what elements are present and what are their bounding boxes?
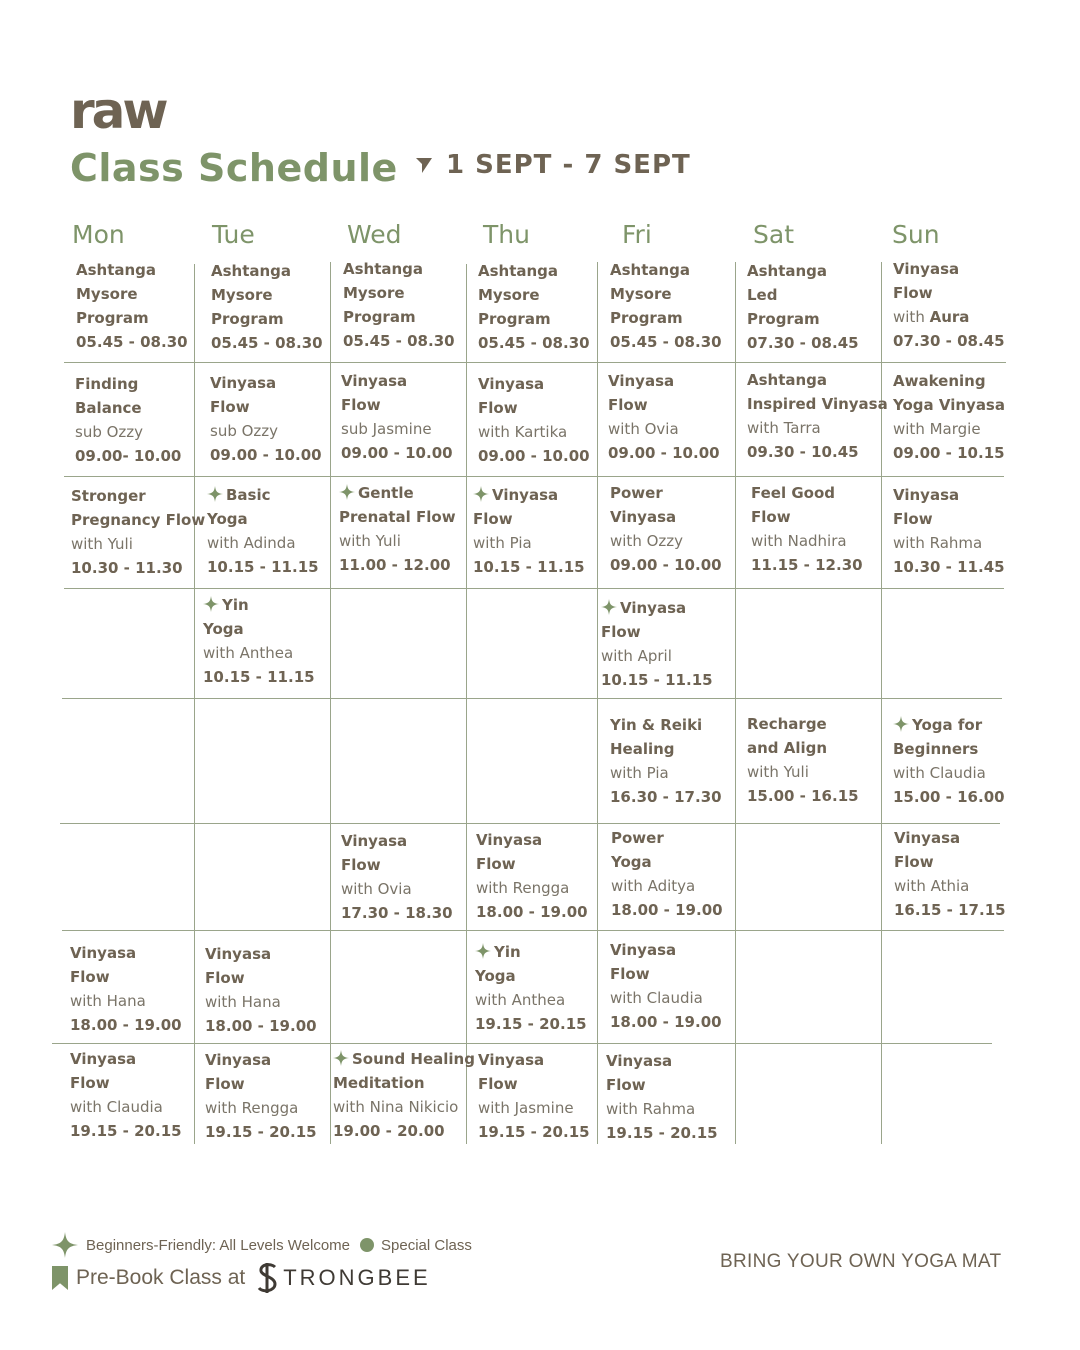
class-name: Healing — [610, 740, 675, 758]
page-title: Class Schedule — [70, 146, 398, 190]
class-name: Vinyasa — [341, 372, 408, 390]
class-cell — [333, 1047, 475, 1143]
class-time: 09.00 - 10.00 — [341, 444, 453, 462]
class-name: Flow — [473, 510, 513, 528]
class-time: 09.00 - 10.00 — [478, 447, 590, 465]
class-instructor: with Tarra — [747, 419, 821, 437]
class-time: 19.15 - 20.15 — [475, 1015, 587, 1033]
sparkle-icon — [203, 596, 219, 612]
class-cell — [606, 1049, 718, 1145]
class-name: Flow — [893, 510, 933, 528]
class-name: Power — [611, 829, 664, 847]
class-time: 15.00 - 16.15 — [747, 787, 859, 805]
class-instructor: with Claudia — [70, 1098, 163, 1116]
class-time: 10.15 - 11.15 — [207, 558, 319, 576]
arrow-icon — [414, 155, 434, 175]
class-name: Mysore — [76, 285, 138, 303]
class-name: Ashtanga — [610, 261, 691, 279]
class-name: Ashtanga — [478, 262, 559, 280]
class-name: Ashtanga — [343, 260, 424, 278]
class-name: Ashtanga — [76, 261, 157, 279]
class-name: Mysore — [610, 285, 672, 303]
class-name: Gentle — [339, 481, 456, 505]
class-cell — [203, 593, 315, 689]
class-instructor: sub Ozzy — [75, 423, 144, 441]
class-name: Vinyasa — [606, 1052, 673, 1070]
class-time: 11.00 - 12.00 — [339, 556, 451, 574]
class-name: Flow — [610, 965, 650, 983]
class-instructor: with Ozzy — [610, 532, 684, 550]
class-name: Inspired Vinyasa — [747, 395, 888, 413]
day-mon: Mon — [72, 220, 125, 249]
sparkle-icon — [475, 943, 491, 959]
class-name: Yin — [203, 593, 315, 617]
class-time: 05.45 - 08.30 — [211, 334, 323, 352]
class-cell — [76, 258, 188, 354]
class-instructor: with Anthea — [203, 644, 294, 662]
class-time: 19.15 - 20.15 — [606, 1124, 718, 1142]
class-instructor: with Nina Nikicio — [333, 1098, 459, 1116]
strongbee-s-icon — [255, 1262, 281, 1294]
footer-note: BRING YOUR OWN YOGA MAT — [720, 1251, 1002, 1272]
class-cell — [751, 481, 863, 577]
class-cell — [70, 1047, 182, 1143]
strongbee-logo[interactable] — [255, 1262, 430, 1294]
class-time: 09.00 - 10.15 — [893, 444, 1005, 462]
class-cell — [610, 713, 722, 809]
class-name: and Align — [747, 739, 828, 757]
class-cell — [747, 259, 859, 355]
class-instructor: with Athia — [894, 877, 970, 895]
class-instructor: with Nadhira — [751, 532, 847, 550]
class-cell — [893, 713, 1005, 809]
class-name: Flow — [476, 855, 516, 873]
class-cell — [747, 368, 888, 464]
sparkle-icon — [601, 599, 617, 615]
class-time: 11.15 - 12.30 — [751, 556, 863, 574]
class-instructor: with Rengga — [476, 879, 570, 897]
class-time: 09.30 - 10.45 — [747, 443, 859, 461]
class-name: Yoga — [475, 967, 516, 985]
class-name: Ashtanga — [747, 371, 828, 389]
class-name: Vinyasa — [205, 1051, 272, 1069]
class-instructor: with Aura — [893, 308, 970, 326]
prebook — [52, 1262, 431, 1294]
class-name: Finding — [75, 375, 139, 393]
class-name: Flow — [893, 284, 933, 302]
class-cell — [610, 481, 722, 577]
class-cell — [71, 484, 205, 580]
class-name: Yoga Vinyasa — [893, 396, 1005, 414]
class-name: Program — [610, 309, 683, 327]
class-time: 05.45 - 08.30 — [343, 332, 455, 350]
class-name: Program — [478, 310, 551, 328]
class-time: 19.00 - 20.00 — [333, 1122, 445, 1140]
class-name: Vinyasa — [476, 831, 543, 849]
day-tue: Tue — [212, 220, 255, 249]
class-cell — [610, 258, 722, 354]
class-time: 09.00- 10.00 — [75, 447, 182, 465]
class-name: Yin & Reiki — [610, 716, 703, 734]
class-instructor: with Rengga — [205, 1099, 299, 1117]
class-cell — [211, 259, 323, 355]
class-name: Power — [610, 484, 663, 502]
class-cell — [601, 596, 713, 692]
class-name: Program — [343, 308, 416, 326]
class-cell — [478, 372, 590, 468]
class-time: 09.00 - 10.00 — [210, 446, 322, 464]
class-time: 18.00 - 19.00 — [205, 1017, 317, 1035]
class-name: Prenatal Flow — [339, 508, 456, 526]
class-name: Ashtanga — [747, 262, 828, 280]
class-name: Vinyasa — [205, 945, 272, 963]
legend — [52, 1232, 472, 1258]
class-name: Vinyasa — [341, 832, 408, 850]
class-time: 19.15 - 20.15 — [70, 1122, 182, 1140]
class-time: 10.15 - 11.15 — [473, 558, 585, 576]
class-time: 18.00 - 19.00 — [476, 903, 588, 921]
sparkle-icon — [207, 486, 223, 502]
class-cell — [893, 257, 1005, 353]
class-time: 05.45 - 08.30 — [76, 333, 188, 351]
class-time: 15.00 - 16.00 — [893, 788, 1005, 806]
class-name: Flow — [205, 1075, 245, 1093]
class-name: Vinyasa — [893, 260, 960, 278]
class-instructor: with Kartika — [478, 423, 568, 441]
class-instructor: with Yuli — [339, 532, 401, 550]
class-instructor: with Ovia — [608, 420, 679, 438]
class-instructor: with Hana — [205, 993, 281, 1011]
class-name: Vinyasa — [601, 596, 713, 620]
class-instructor: with Rahma — [606, 1100, 696, 1118]
date-range — [414, 150, 691, 180]
class-cell — [207, 483, 319, 579]
class-time: 10.30 - 11.45 — [893, 558, 1005, 576]
class-name: Flow — [894, 853, 934, 871]
class-name: Flow — [70, 968, 110, 986]
class-instructor: with Pia — [610, 764, 669, 782]
brand-logo: raw — [70, 82, 166, 140]
class-name: Vinyasa — [894, 829, 961, 847]
class-name: Flow — [210, 398, 250, 416]
day-wed: Wed — [347, 220, 402, 249]
class-cell — [747, 712, 859, 808]
class-time: 17.30 - 18.30 — [341, 904, 453, 922]
class-instructor: with Aditya — [611, 877, 696, 895]
class-name: Led — [747, 286, 778, 304]
class-name: Vinyasa — [70, 944, 137, 962]
class-time: 07.30 - 08.45 — [893, 332, 1005, 350]
class-time: 18.00 - 19.00 — [70, 1016, 182, 1034]
class-instructor: with Yuli — [747, 763, 809, 781]
legend-special: Special Class — [381, 1236, 472, 1254]
class-name: Vinyasa — [478, 1051, 545, 1069]
sparkle-icon — [893, 716, 909, 732]
class-name: Flow — [478, 399, 518, 417]
class-cell — [343, 257, 455, 353]
day-thu: Thu — [483, 220, 530, 249]
bookmark-icon — [52, 1266, 68, 1290]
special-dot-icon — [360, 1238, 374, 1252]
class-name: Balance — [75, 399, 142, 417]
class-time: 09.00 - 10.00 — [610, 556, 722, 574]
day-fri: Fri — [622, 220, 652, 249]
class-name: Awakening — [893, 372, 986, 390]
class-instructor: with Ovia — [341, 880, 412, 898]
class-name: Vinyasa — [478, 375, 545, 393]
class-cell — [475, 940, 587, 1036]
class-cell — [478, 259, 590, 355]
class-cell — [473, 483, 585, 579]
class-time: 18.00 - 19.00 — [610, 1013, 722, 1031]
class-name: Feel Good — [751, 484, 836, 502]
sparkle-icon — [52, 1232, 78, 1258]
class-name: Vinyasa — [473, 483, 585, 507]
class-instructor: with Jasmine — [478, 1099, 574, 1117]
class-cell — [608, 369, 720, 465]
class-instructor: with Rahma — [893, 534, 983, 552]
class-cell — [478, 1048, 590, 1144]
class-name: Flow — [70, 1074, 110, 1092]
class-time: 16.30 - 17.30 — [610, 788, 722, 806]
class-name: Program — [76, 309, 149, 327]
class-name: Vinyasa — [610, 941, 677, 959]
class-cell — [610, 938, 722, 1034]
class-cell — [205, 1048, 317, 1144]
class-time: 19.15 - 20.15 — [478, 1123, 590, 1141]
sparkle-icon — [339, 484, 355, 500]
class-name: Mysore — [343, 284, 405, 302]
class-name: Mysore — [211, 286, 273, 304]
class-instructor: with Hana — [70, 992, 146, 1010]
prebook-text: Pre-Book Class at — [76, 1266, 246, 1289]
day-sat: Sat — [753, 220, 794, 249]
class-instructor: with Yuli — [71, 535, 133, 553]
strongbee-text: TRONGBEE — [283, 1265, 431, 1290]
class-instructor: with Claudia — [610, 989, 703, 1007]
class-instructor: with Claudia — [893, 764, 986, 782]
sparkle-icon — [333, 1050, 349, 1066]
class-name: Vinyasa — [893, 486, 960, 504]
class-cell — [339, 481, 456, 577]
class-name: Recharge — [747, 715, 827, 733]
class-cell — [210, 371, 322, 467]
class-cell — [893, 369, 1005, 465]
class-name: Program — [747, 310, 820, 328]
class-name: Flow — [601, 623, 641, 641]
class-name: Sound Healing — [333, 1047, 475, 1071]
class-name: Flow — [751, 508, 791, 526]
class-name: Yoga — [207, 510, 248, 528]
class-cell — [341, 369, 453, 465]
class-name: Pregnancy Flow — [71, 511, 206, 529]
class-time: 10.15 - 11.15 — [601, 671, 713, 689]
sparkle-icon — [473, 486, 489, 502]
class-cell — [894, 826, 1006, 922]
class-time: 18.00 - 19.00 — [611, 901, 723, 919]
class-name: Vinyasa — [610, 508, 677, 526]
class-name: Flow — [341, 396, 381, 414]
class-name: Ashtanga — [211, 262, 292, 280]
class-instructor: with Margie — [893, 420, 981, 438]
class-name: Flow — [205, 969, 245, 987]
class-instructor: with April — [601, 647, 672, 665]
class-name: Flow — [606, 1076, 646, 1094]
class-cell — [476, 828, 588, 924]
class-time: 16.15 - 17.15 — [894, 901, 1006, 919]
class-time: 10.15 - 11.15 — [203, 668, 315, 686]
class-time: 05.45 - 08.30 — [478, 334, 590, 352]
class-cell — [70, 941, 182, 1037]
class-name: Beginners — [893, 740, 979, 758]
class-name: Vinyasa — [70, 1050, 137, 1068]
class-name: Vinyasa — [210, 374, 277, 392]
class-time: 10.30 - 11.30 — [71, 559, 183, 577]
class-name: Flow — [608, 396, 648, 414]
class-cell — [75, 372, 181, 468]
class-name: Mysore — [478, 286, 540, 304]
class-time: 19.15 - 20.15 — [205, 1123, 317, 1141]
class-time: 07.30 - 08.45 — [747, 334, 859, 352]
class-name: Yin — [475, 940, 587, 964]
class-name: Yoga — [203, 620, 244, 638]
date-range-text: 1 SEPT - 7 SEPT — [446, 150, 691, 180]
class-cell — [341, 829, 453, 925]
class-cell — [205, 942, 317, 1038]
class-instructor: sub Jasmine — [341, 420, 432, 438]
day-sun: Sun — [892, 220, 940, 249]
class-name: Yoga for — [893, 713, 1005, 737]
class-instructor: with Pia — [473, 534, 532, 552]
class-name: Flow — [341, 856, 381, 874]
class-name: Program — [211, 310, 284, 328]
class-name: Stronger — [71, 487, 146, 505]
class-name: Flow — [478, 1075, 518, 1093]
class-instructor: sub Ozzy — [210, 422, 279, 440]
class-name: Basic — [207, 483, 319, 507]
class-name: Yoga — [611, 853, 652, 871]
class-name: Meditation — [333, 1074, 425, 1092]
class-time: 09.00 - 10.00 — [608, 444, 720, 462]
class-cell — [893, 483, 1005, 579]
class-instructor: with Anthea — [475, 991, 566, 1009]
class-instructor: with Adinda — [207, 534, 296, 552]
class-time: 05.45 - 08.30 — [610, 333, 722, 351]
legend-beginners: Beginners-Friendly: All Levels Welcome — [86, 1236, 351, 1254]
class-name: Vinyasa — [608, 372, 675, 390]
class-cell — [611, 826, 723, 922]
